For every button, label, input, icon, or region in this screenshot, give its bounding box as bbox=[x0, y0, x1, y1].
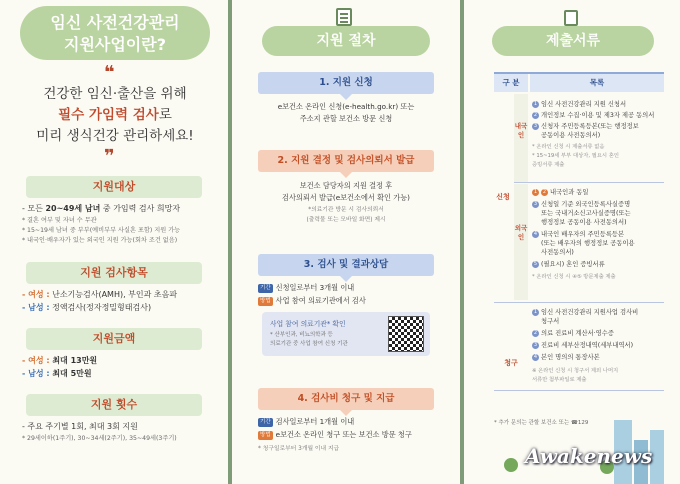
step3-period: 기간 신청일로부터 3개월 이내 bbox=[260, 283, 355, 292]
qr-code[interactable] bbox=[388, 316, 424, 352]
doc-note: 증빙서류 제출 bbox=[532, 162, 565, 168]
contact-footer: * 추가 문의는 관할 보건소 또는 ☎129 bbox=[494, 420, 589, 426]
target-note2: * 15~19세 남녀 중 부부(예비부부 사실혼 포함) 지원 가능 bbox=[22, 227, 181, 234]
divider bbox=[494, 390, 664, 391]
doc-note: * 15~19세 부부 대상자, 필요시 혼인 bbox=[532, 153, 619, 159]
tree-illustration bbox=[504, 458, 518, 472]
doc-row: 1 임신 사전건강관리 지원사업 검사비 bbox=[533, 308, 639, 316]
step2-note1: *의료기관 방문 시 검사의뢰서 bbox=[308, 207, 384, 213]
target-note1: * 결혼 여부 및 자녀 수 무관 bbox=[22, 217, 97, 224]
doc-row: 1 임신 사전건강관리 지원 신청서 bbox=[533, 100, 627, 108]
clinic-check-note1: * 산부인과, 비뇨의학과 등 bbox=[270, 332, 333, 338]
clinic-check-note2: 의료기관 중 사업 참여 신청 기관 bbox=[270, 341, 348, 347]
intro-text bbox=[10, 84, 220, 147]
step4-note: * 청구일로부터 3개월 이내 지급 bbox=[258, 446, 340, 452]
step1-line2: 주소지 관할 보건소 방문 신청 bbox=[299, 114, 393, 123]
doc-row: 2 의료 진료비 계산서·영수증 bbox=[533, 329, 614, 337]
doc-row: 청구서 bbox=[541, 318, 560, 325]
quote-open-icon: ❝ bbox=[104, 62, 115, 83]
target-note3: * 내국인·배우자가 있는 외국인 지원 가능(회차 조건 없음) bbox=[22, 237, 178, 244]
step3-heading: 3. 검사 및 결과상담 bbox=[258, 254, 434, 276]
doc-row: 5 (필요시) 혼인 증빙서류 bbox=[533, 260, 605, 268]
count-line1: - 주요 주기별 1회, 최대 3회 지원 bbox=[22, 422, 138, 431]
step4-heading: 4. 검사비 청구 및 지급 bbox=[258, 388, 434, 410]
step2-heading: 2. 지원 결정 및 검사의뢰서 발급 bbox=[258, 150, 434, 172]
amount-female: - 여성 : 최대 13만원 bbox=[22, 356, 98, 365]
step4-period: 기간 검사일로부터 1개월 이내 bbox=[260, 417, 355, 426]
documents-title: 제출서류 bbox=[492, 26, 654, 56]
doc-row: 사전동의서) bbox=[541, 249, 574, 256]
step3-method: 방법 사업 참여 의료기관에서 검사 bbox=[260, 296, 366, 305]
target-heading: 지원대상 bbox=[26, 176, 202, 198]
doc-row: 4 내국인 배우자의 주민등록등본 bbox=[533, 230, 625, 238]
step2-arrow-icon bbox=[340, 172, 352, 178]
doc-row: 1 2 내국인과 동일 bbox=[533, 188, 589, 196]
amount-male: - 남성 : 최대 5만원 bbox=[22, 369, 92, 378]
watermark-logo: Awakenews bbox=[525, 444, 653, 468]
doc-note: ※ 온라인 신청 시 청구서 제외 나머지 bbox=[532, 368, 619, 374]
items-male: - 남성 : 정액검사(정자정밀형태검사) bbox=[22, 303, 152, 312]
target-line1: - 모든 20~49세 남녀 중 가임력 검사 희망자 bbox=[22, 204, 181, 213]
amount-heading: 지원금액 bbox=[26, 328, 202, 350]
count-note1: * 29세이하(1주기), 30~34세(2주기), 35~49세(3주기) bbox=[22, 435, 177, 442]
panel-documents bbox=[464, 0, 680, 484]
procedure-title: 지원 절차 bbox=[262, 26, 430, 56]
clinic-check-title: 사업 참여 의료기관* 확인 bbox=[270, 320, 346, 328]
table-header-category: 구 분 bbox=[494, 74, 528, 92]
clinic-check-box bbox=[262, 312, 430, 356]
document-icon bbox=[336, 8, 352, 26]
divider bbox=[514, 182, 664, 183]
program-title-line2: 지원사업이란? bbox=[63, 35, 167, 54]
doc-row: 2 개인정보 수집·이용 및 제3자 제공 동의서 bbox=[533, 111, 655, 119]
step1-line1: e보건소 온라인 신청(e-health.go.kr) 또는 bbox=[277, 102, 415, 111]
documents-table bbox=[494, 72, 664, 416]
panel-procedure bbox=[232, 0, 460, 484]
panel-program-info bbox=[0, 0, 228, 484]
step2-line1: 보건소 담당자의 지원 결정 후 bbox=[299, 181, 393, 190]
doc-note: 서류만 첨부파일로 제출 bbox=[532, 377, 587, 383]
doc-row: (또는 배우자의 행정정보 공동이용 bbox=[541, 240, 635, 247]
intro-line2-rest: 로 bbox=[158, 107, 172, 123]
program-title-line1: 임신 사전건강관리 bbox=[50, 13, 180, 32]
doc-row: 3 신청자 주민등록등본(또는 행정정보 bbox=[533, 122, 639, 130]
items-heading: 지원 검사항목 bbox=[26, 262, 202, 284]
step4-method: 방법 e보건소 온라인 청구 또는 보건소 방문 청구 bbox=[260, 430, 412, 439]
step2-note2: (출력물 또는 모바일 화면) 제시 bbox=[306, 217, 386, 223]
group-apply-label: 신청 bbox=[496, 193, 510, 201]
step1-arrow-icon bbox=[340, 94, 352, 100]
doc-note: * 온라인 신청 시 ④⑤ 방문제출 제출 bbox=[532, 274, 616, 280]
items-female: - 여성 : 난소기능검사(AMH), 부인과 초음파 bbox=[22, 290, 178, 299]
doc-row: 또는 국내거소신고사실증명(또는 bbox=[541, 210, 631, 217]
doc-row: 4 본인 명의의 통장사본 bbox=[533, 353, 600, 361]
domestic-label: 내국인 bbox=[514, 94, 528, 182]
intro-highlight: 필수 가임력 검사 bbox=[58, 107, 159, 123]
doc-note: * 온라인 신청 시 제출서류 없음 bbox=[532, 144, 605, 150]
quote-close-icon: ❞ bbox=[104, 146, 115, 167]
intro-line1: 건강한 임신·출산을 위해 bbox=[43, 86, 187, 102]
intro-line2 bbox=[10, 105, 220, 126]
step2-line2: 검사의뢰서 발급(e보건소에서 확인 가능) bbox=[282, 193, 410, 202]
document-icon bbox=[564, 10, 578, 26]
doc-row: 행정정보 공동이용 사전동의서) bbox=[541, 219, 627, 226]
program-title-badge bbox=[20, 6, 210, 60]
step1-heading: 1. 지원 신청 bbox=[258, 72, 434, 94]
doc-row: 3 진료비 세부산정내역(세부내역서) bbox=[533, 341, 634, 349]
foreign-label: 외국인 bbox=[514, 184, 528, 300]
doc-row: 공동이용 사전동의서) bbox=[541, 132, 601, 139]
doc-row: 3 신청일 기준 외국인등록사실증명 bbox=[533, 200, 631, 208]
table-header-list: 목록 bbox=[530, 74, 664, 92]
group-claim-label: 청구 bbox=[504, 359, 518, 367]
count-heading: 지원 횟수 bbox=[26, 394, 202, 416]
intro-line3: 미리 생식건강 관리하세요! bbox=[36, 128, 194, 144]
divider bbox=[494, 302, 664, 303]
